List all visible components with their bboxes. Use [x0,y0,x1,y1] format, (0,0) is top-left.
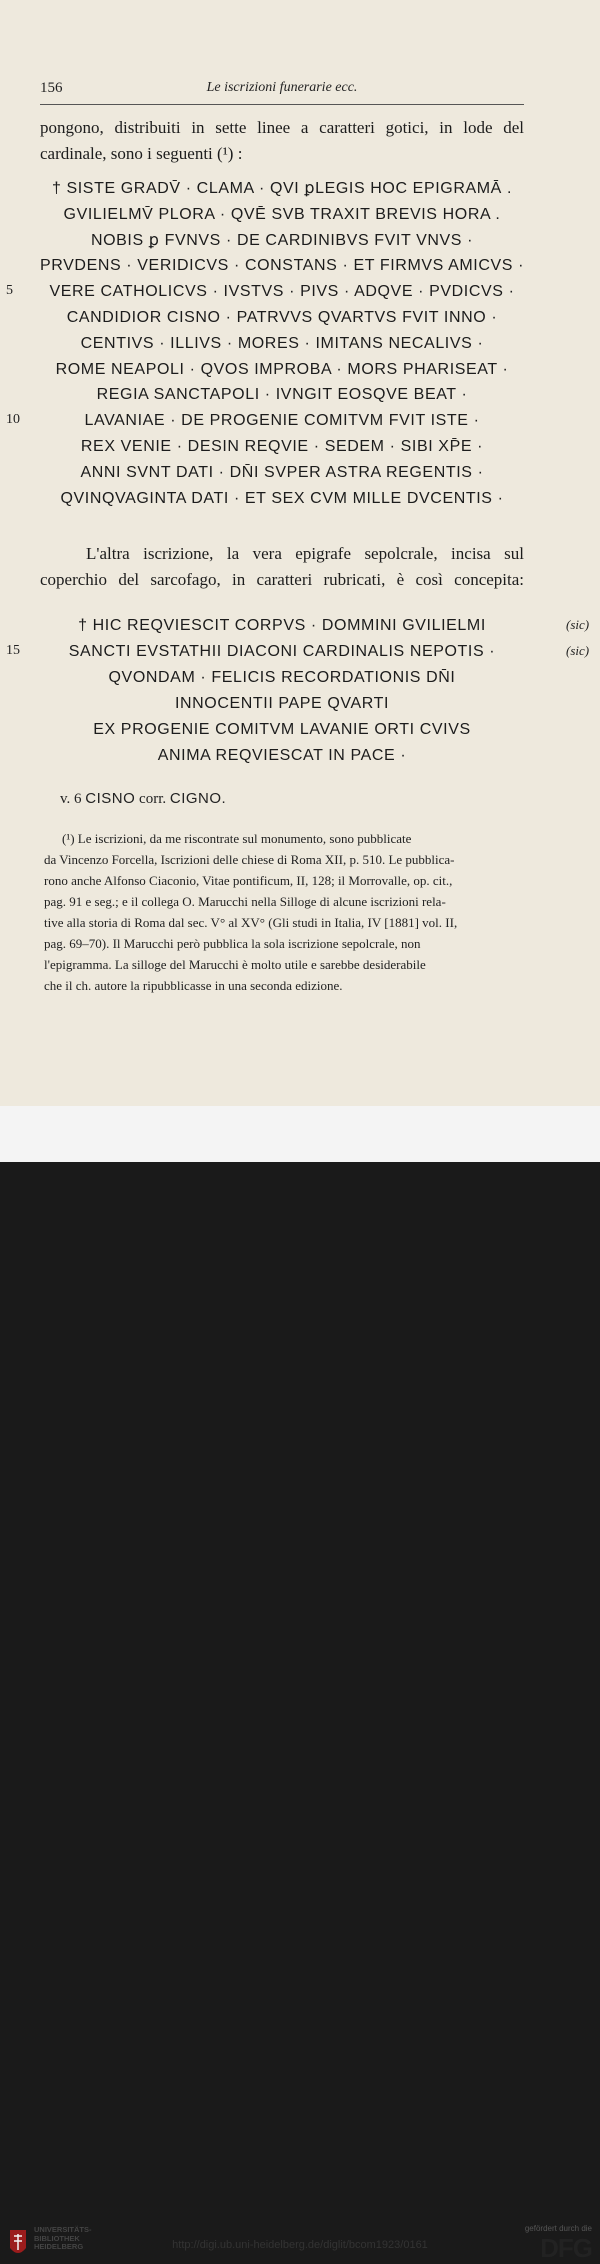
footnote-line: tive alla storia di Roma dal sec. V° al XV° (Gli studi in Italia, IV [1881] vol. II, [44,915,458,930]
dfg-logo[interactable]: DFG [540,2233,592,2263]
inscription-line: ANIMA REQVIESCAT IN PACE · [157,747,407,764]
running-title: Le iscrizioni funerarie ecc. [206,80,358,95]
inscription-line: SANCTI EVSTATHII DIACONI CARDINALIS NEPOTIS · [68,643,496,660]
epitaph-inscription [40,613,524,769]
header-rule [40,104,524,105]
inscription-line: GVILIELMV̄ PLORA · QVĒ SVB TRAXIT BREVIS HORA . [63,205,501,223]
inscription-line: VERE CATHOLICVS · IVSTVS · PIVS · ADQVE · PVDICVS · [49,283,515,301]
inscription-line: REGIA SANCTAPOLI · IVNGIT EOSQVE BEAT · [96,386,468,404]
running-header [40,78,524,100]
inscription-line: NOBIS ꝑ FVNVS · DE CARDINIBVS FVIT VNVS · [90,231,474,249]
inscription-line: ANNI SVNT DATI · DN̄I SVPER ASTRA REGENTIS · [80,463,484,481]
transition-paragraph [40,541,524,593]
variant-correction: CIGNO. [169,790,227,807]
text-line: coperchio del sarcofago, in caratteri rubricati, è così concepita: [40,570,524,589]
variant-word: CISNO [85,790,136,807]
viewer-footer [0,1106,600,2263]
footnote-line: pag. 69–70). Il Marucchi però pubblica la sola iscrizione sepolcrale, non [44,936,421,951]
footnote-line: che il ch. autore la ripubblicasse in una seconda edizione. [44,978,343,993]
line-number: 5 [6,283,13,298]
inscription-line: QVONDAM · FELICIS RECORDATIONIS DN̄I [108,669,456,686]
footnote-line: rono anche Alfonso Ciaconio, Vitae pontificum, II, 128; il Morrovalle, op. cit., [44,873,453,888]
permalink-url[interactable]: http://digi.ub.uni-heidelberg.de/diglit/bcom1923/0161 [172,2239,428,2251]
institution-line: HEIDELBERG [34,2242,84,2251]
text-line: pongono, distribuiti in sette linee a caratteri gotici, in lode del [40,118,524,137]
sic-annotation: (sic) [566,617,590,632]
footnote-line: l'epigramma. La silloge del Marucchi è molto utile e sarebbe desiderabile [44,957,426,972]
inscription-line: † SISTE GRADV̄ · CLAMA · QVI ꝑLEGIS HOC EPIGRAMĀ . [51,180,513,197]
inscription-line: INNOCENTII PAPE QVARTI [174,695,390,712]
inscription-line: REX VENIE · DESIN REQVIE · SEDEM · SIBI XP̄E · [80,437,484,455]
text-line: L'altra iscrizione, la vera epigrafe sepolcrale, incisa sul [86,544,524,563]
sic-annotation: (sic) [566,643,590,658]
inscription-line: EX PROGENIE COMITVM LAVANIE ORTI CVIVS [93,721,471,738]
variant-note [60,790,226,808]
intro-paragraph [40,115,524,167]
footnote [44,828,530,996]
inscription-line: ROME NEAPOLI · QVOS IMPROBA · MORS PHARISEAT · [55,360,509,378]
epigram-inscription [40,176,524,511]
text-line: cardinale, sono i seguenti (¹) : [40,144,243,163]
variant-corr-label: corr. [139,791,167,807]
institution-line: BIBLIOTHEK [34,2233,80,2243]
inscription-line: QVINQVAGINTA DATI · ET SEX CVM MILLE DVCENTIS · [60,489,504,507]
institution-line: UNIVERSITÄTS- [34,2225,92,2234]
inscription-line: † HIC REQVIESCIT CORPVS · DOMMINI GVILIELMI [78,617,486,634]
inscription-line: CENTIVS · ILLIVS · MORES · IMITANS NECALIVS · [80,334,484,352]
funded-by-label: gefördert durch die [524,2224,592,2233]
inscription-line: LAVANIAE · DE PROGENIE COMITVM FVIT ISTE · [84,412,480,430]
footnote-line: pag. 91 e seg.; e il collega O. Marucchi nella Silloge di alcune iscrizioni rela- [44,894,446,909]
variant-line-ref: v. 6 [60,791,82,807]
line-number: 10 [6,412,20,427]
line-number: 15 [6,643,20,658]
page-number: 156 [40,80,63,96]
inscription-line: PRVDENS · VERIDICVS · CONSTANS · ET FIRMVS AMICVS · [40,257,524,275]
footnote-line: (¹) Le iscrizioni, da me riscontrate sul monumento, sono pubblicate [62,831,412,846]
inscription-line: CANDIDIOR CISNO · PATRVVS QVARTVS FVIT INNO · [66,308,498,326]
book-page [0,0,600,1106]
footnote-line: da Vincenzo Forcella, Iscrizioni delle chiese di Roma XII, p. 510. Le pubblica- [44,852,455,867]
